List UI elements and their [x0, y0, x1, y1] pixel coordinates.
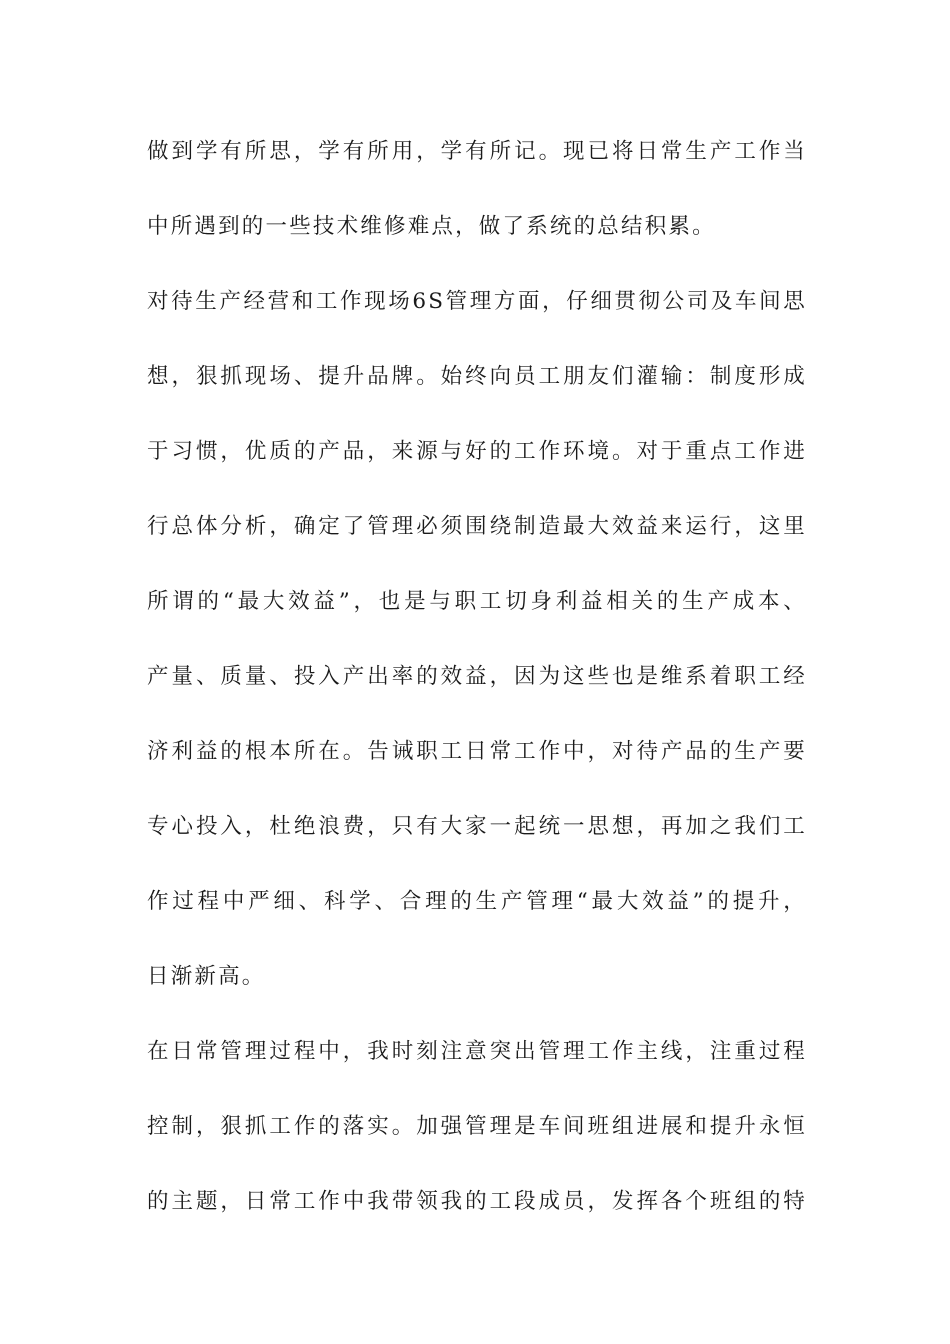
text-line: 作过程中严细、科学、合理的生产管理“最大效益”的提升， — [147, 889, 807, 914]
text-line: 中所遇到的一些技术维修难点，做了系统的总结积累。 — [147, 214, 716, 239]
text-line: 专心投入，杜绝浪费，只有大家一起统一思想，再加之我们工 — [147, 814, 807, 839]
text-line: 控制，狠抓工作的落实。加强管理是车间班组进展和提升永恒 — [147, 1114, 807, 1139]
text-line: 产量、质量、投入产出率的效益，因为这些也是维系着职工经 — [147, 664, 807, 689]
text-line: 想，狠抓现场、提升品牌。始终向员工朋友们灌输：制度形成 — [147, 364, 807, 389]
text-line: 的主题，日常工作中我带领我的工段成员，发挥各个班组的特 — [147, 1189, 807, 1214]
text-line: 在日常管理过程中，我时刻注意突出管理工作主线，注重过程 — [147, 1039, 807, 1064]
text-line: 于习惯，优质的产品，来源与好的工作环境。对于重点工作进 — [147, 439, 807, 464]
text-line: 对待生产经营和工作现场6S管理方面，仔细贯彻公司及车间思 — [147, 289, 807, 314]
text-line: 所谓的“最大效益”，也是与职工切身利益相关的生产成本、 — [147, 589, 807, 614]
document-body — [147, 133, 807, 1220]
text-line: 济利益的根本所在。告诫职工日常工作中，对待产品的生产要 — [147, 739, 807, 764]
text-line: 做到学有所思，学有所用，学有所记。现已将日常生产工作当 — [147, 139, 807, 164]
text-line: 日渐新高。 — [147, 964, 266, 989]
text-line: 行总体分析，确定了管理必须围绕制造最大效益来运行，这里 — [147, 514, 807, 539]
